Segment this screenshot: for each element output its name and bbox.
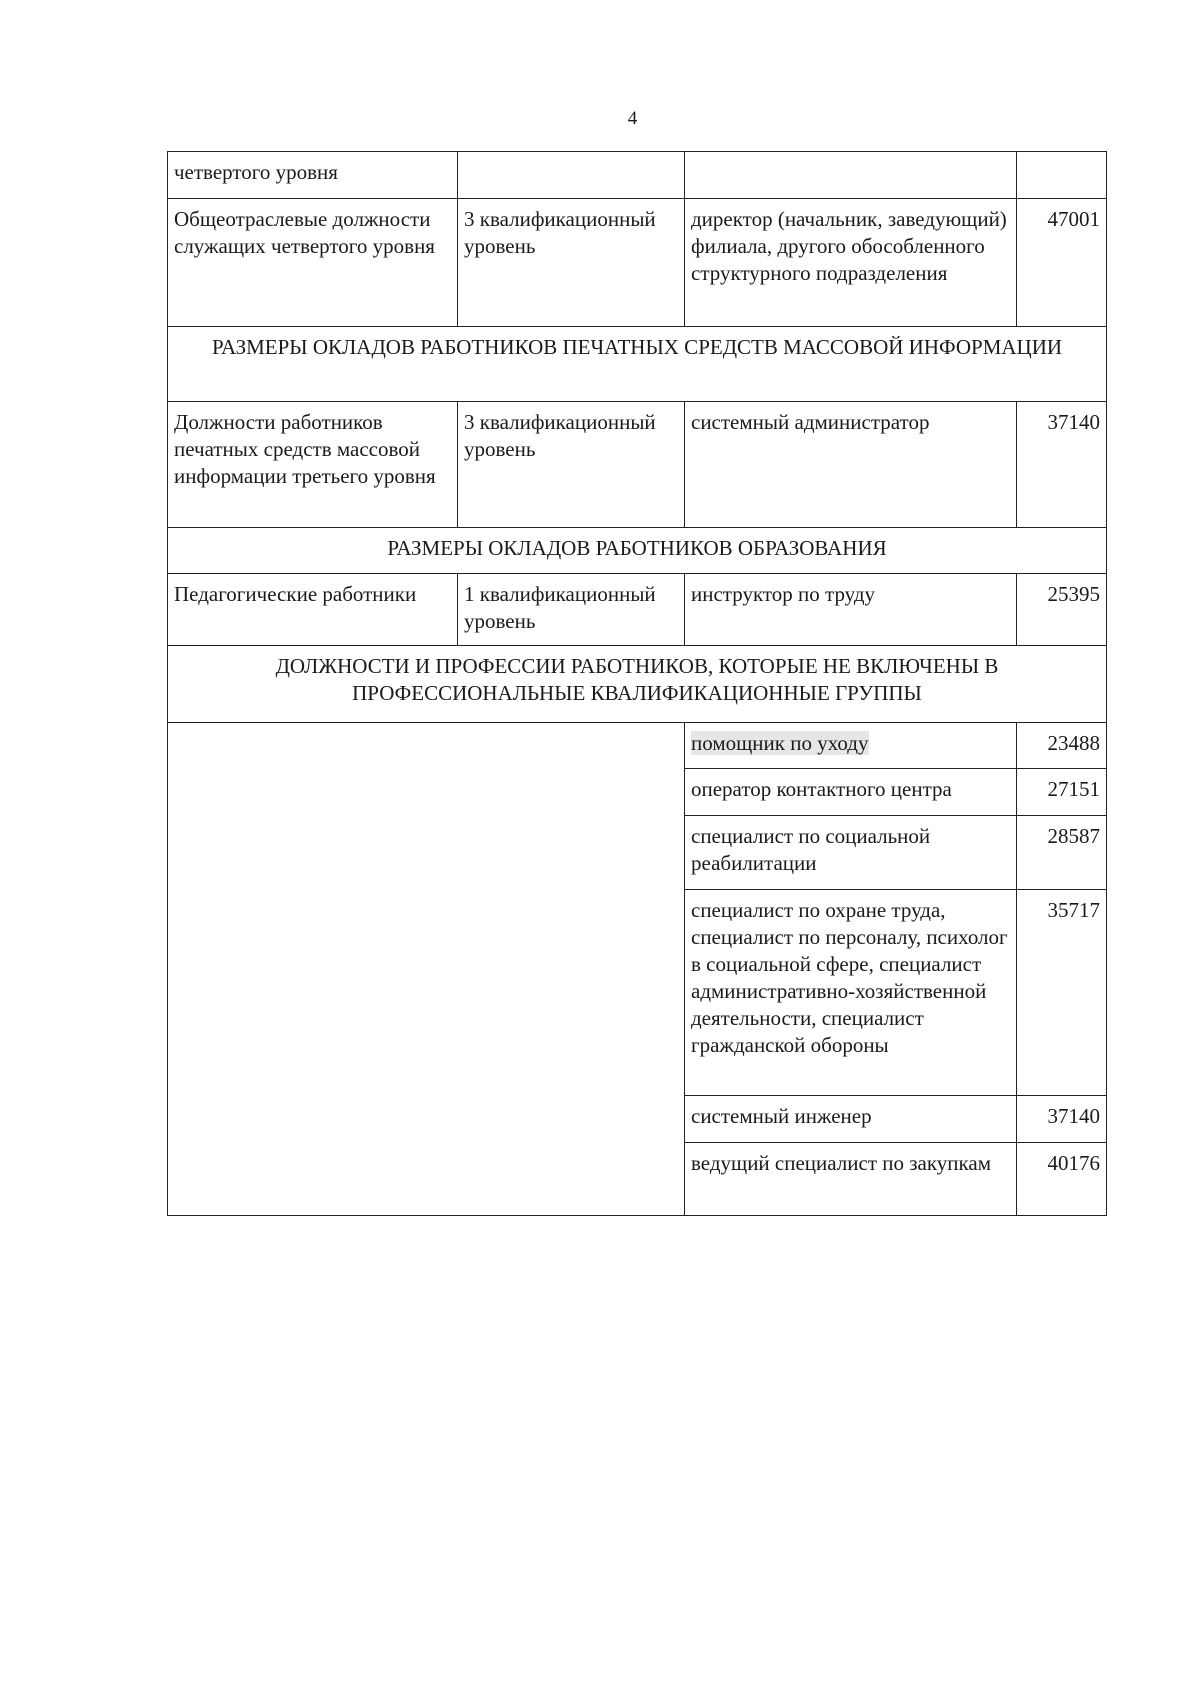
- position-cell: инструктор по труду: [685, 574, 1017, 646]
- section-heading: РАЗМЕРЫ ОКЛАДОВ РАБОТНИКОВ ОБРАЗОВАНИЯ: [168, 528, 1107, 574]
- section-heading: ДОЛЖНОСТИ И ПРОФЕССИИ РАБОТНИКОВ, КОТОРЫЕ НЕ ВКЛЮЧЕНЫ В ПРОФЕССИОНАЛЬНЫЕ КВАЛИФИКАЦИОННЫЕ ГРУППЫ: [168, 646, 1107, 723]
- position-cell: [685, 152, 1017, 199]
- level-cell: 3 квалификационный уровень: [458, 402, 685, 528]
- group-cell: Педагогические работники: [168, 574, 458, 646]
- level-cell: 3 квалификационный уровень: [458, 199, 685, 327]
- salary-cell: 28587: [1017, 816, 1107, 890]
- group-cell: четвертого уровня: [168, 152, 458, 199]
- highlighted-text: помощник по уходу: [691, 731, 869, 755]
- table-row: [168, 574, 1107, 646]
- salary-cell: 27151: [1017, 769, 1107, 816]
- section-row: [168, 528, 1107, 574]
- salary-cell: 37140: [1017, 1096, 1107, 1143]
- position-cell: специалист по охране труда, специалист по персоналу, психолог в социальной сфере, специалист административно-хозяйственной деятельности, специалист гражданской обороны: [685, 890, 1017, 1096]
- position-cell: системный инженер: [685, 1096, 1017, 1143]
- salary-cell: 47001: [1017, 199, 1107, 327]
- table-row: [168, 199, 1107, 327]
- section-row: [168, 327, 1107, 402]
- position-cell: ведущий специалист по закупкам: [685, 1143, 1017, 1216]
- salary-cell: 23488: [1017, 723, 1107, 769]
- salary-table: [167, 151, 1107, 1216]
- position-cell: специалист по социальной реабилитации: [685, 816, 1017, 890]
- position-cell: [685, 723, 1017, 769]
- group-cell: Общеотраслевые должности служащих четвертого уровня: [168, 199, 458, 327]
- position-cell: оператор контактного центра: [685, 769, 1017, 816]
- salary-cell: 37140: [1017, 402, 1107, 528]
- table-row: [168, 402, 1107, 528]
- page-number: 4: [627, 108, 638, 129]
- salary-cell: [1017, 152, 1107, 199]
- salary-cell: 25395: [1017, 574, 1107, 646]
- table-row: [168, 152, 1107, 199]
- position-cell: директор (начальник, заведующий) филиала, другого обособленного структурного подразделения: [685, 199, 1017, 327]
- empty-merged-cell: [168, 723, 685, 1216]
- salary-cell: 40176: [1017, 1143, 1107, 1216]
- salary-cell: 35717: [1017, 890, 1107, 1096]
- position-cell: системный администратор: [685, 402, 1017, 528]
- section-row: [168, 646, 1107, 723]
- level-cell: 1 квалификационный уровень: [458, 574, 685, 646]
- table-row: [168, 723, 1107, 769]
- level-cell: [458, 152, 685, 199]
- section-heading: РАЗМЕРЫ ОКЛАДОВ РАБОТНИКОВ ПЕЧАТНЫХ СРЕДСТВ МАССОВОЙ ИНФОРМАЦИИ: [168, 327, 1107, 402]
- group-cell: Должности работников печатных средств массовой информации третьего уровня: [168, 402, 458, 528]
